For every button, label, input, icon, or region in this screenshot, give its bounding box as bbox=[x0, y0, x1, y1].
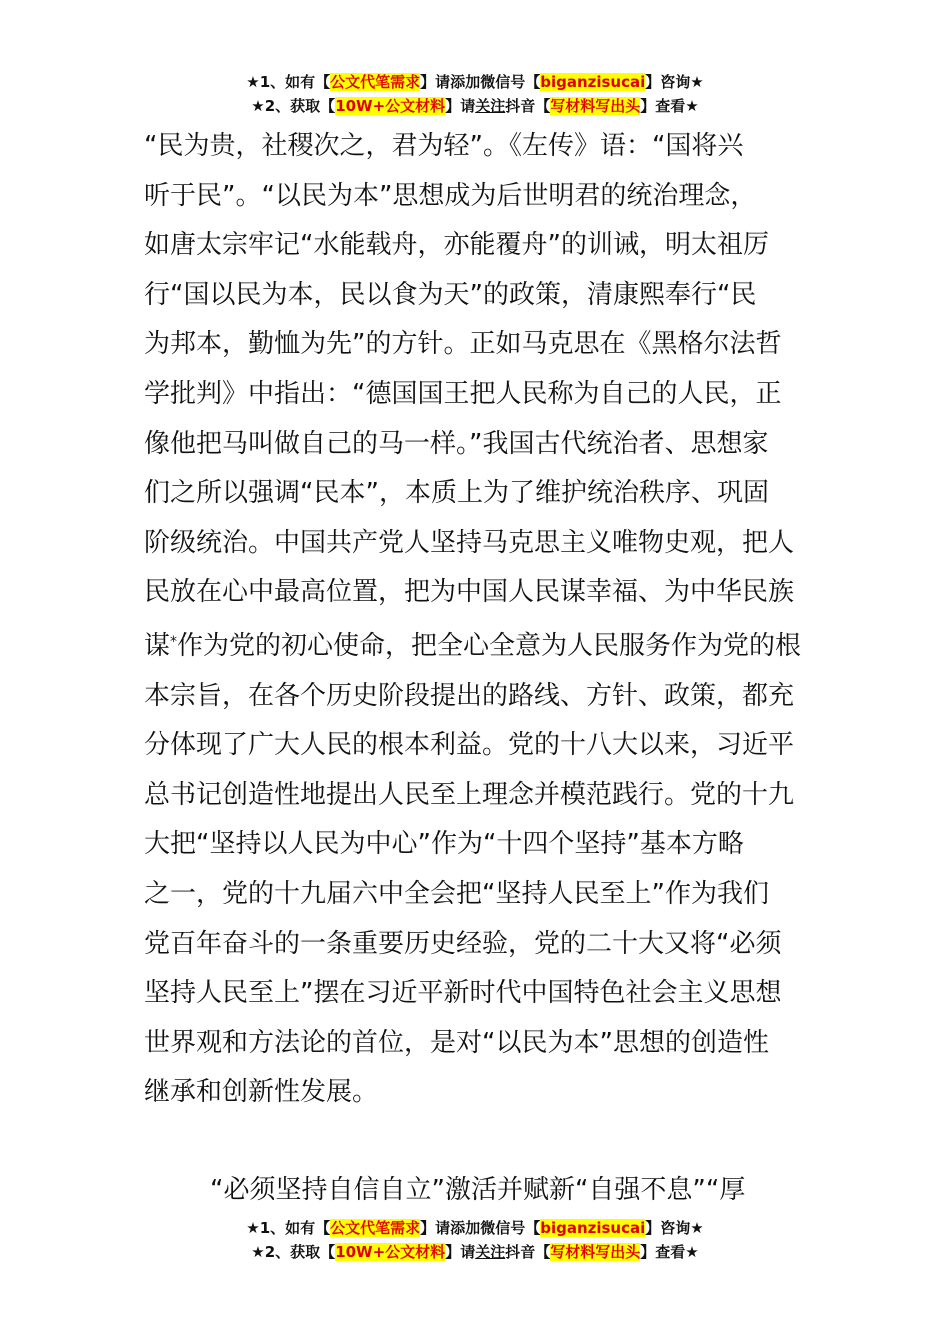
text-line: 为邦本，勤恤为先”的方针。正如马克思在《黑格尔法哲 bbox=[144, 329, 782, 360]
banner-text: ★2、获取【 bbox=[251, 1243, 336, 1261]
banner-text: ★2、获取【 bbox=[251, 97, 336, 115]
banner-text: 】查看★ bbox=[640, 97, 699, 115]
text-line: “民为贵，社稷次之，君为轻”。《左传》语：“国将兴 bbox=[144, 131, 744, 161]
banner-highlight: 10W+公文材料 bbox=[335, 1243, 446, 1261]
text-line: 之一，党的十九届六中全会把“坚持人民至上”作为我们 bbox=[144, 878, 769, 909]
text-line: 世界观和方法论的首位，是对“以民为本”思想的创造性 bbox=[144, 1027, 769, 1058]
banner-text: 微信号【 bbox=[480, 1219, 541, 1237]
banner-emphasis: 关注 bbox=[475, 1243, 506, 1261]
text-fragment: 谋 bbox=[144, 630, 171, 661]
text-line: 行“国以民为本，民以食为天”的政策，清康熙奉行“民 bbox=[144, 279, 757, 310]
text-line bbox=[144, 618, 806, 672]
banner-text: 抖音【 bbox=[505, 97, 551, 115]
banner-line-2 bbox=[0, 94, 950, 118]
banner-text: 】请 bbox=[445, 97, 476, 115]
banner-text: ★1、如有【 bbox=[246, 73, 331, 91]
banner-line-1 bbox=[0, 70, 950, 94]
banner-text: 】请 bbox=[445, 1243, 476, 1261]
banner-highlight-wechat: biganzisucai bbox=[540, 73, 646, 91]
text-line: “必须坚持自信自立”激活并赋新“自强不息”“厚 bbox=[210, 1175, 746, 1205]
text-line: 坚持人民至上”摆在习近平新时代中国特色社会主义思想 bbox=[144, 978, 782, 1009]
paragraph-2 bbox=[210, 1166, 745, 1216]
text-line: 如唐太宗牢记“水能载舟，亦能覆舟”的训诫，明太祖厉 bbox=[144, 230, 769, 261]
text-line: 像他把马叫做自己的马一样。”我国古代统治者、思想家 bbox=[144, 428, 769, 459]
banner-highlight: 公文代笔需求 bbox=[330, 1219, 421, 1237]
banner-text: ★1、如有【 bbox=[246, 1219, 331, 1237]
text-line: 党百年奋斗的一条重要历史经验，党的二十大又将“必须 bbox=[144, 928, 782, 959]
asterisk-mark: * bbox=[170, 633, 178, 650]
banner-highlight: 公文代笔需求 bbox=[330, 73, 421, 91]
header-banner bbox=[0, 70, 950, 118]
banner-highlight-douyin: 写材料写出头 bbox=[550, 1243, 641, 1261]
text-line: 本宗旨，在各个历史阶段提出的路线、方针、政策，都充 bbox=[144, 680, 795, 711]
banner-highlight-douyin: 写材料写出头 bbox=[550, 97, 641, 115]
text-fragment: 作为党的初心使命，把全心全意为人民服务作为党的根 bbox=[177, 630, 802, 661]
text-line: 学批判》中指出：“德国国王把人民称为自己的人民，正 bbox=[144, 378, 782, 409]
text-line: 分体现了广大人民的根本利益。党的十八大以来，习近平 bbox=[144, 730, 795, 761]
text-line: 总书记创造性地提出人民至上理念并模范践行。党的十九 bbox=[144, 779, 795, 810]
paragraph-1 bbox=[144, 122, 806, 1118]
text-line: 大把“坚持以人民为中心”作为“十四个坚持”基本方略 bbox=[144, 829, 744, 860]
banner-emphasis: 加 bbox=[465, 73, 481, 91]
text-line: 阶级统治。中国共产党人坚持马克思主义唯物史观，把人 bbox=[144, 527, 795, 558]
banner-text: 】咨询★ bbox=[645, 1219, 704, 1237]
banner-line-1 bbox=[0, 1216, 950, 1240]
text-line: 继承和创新性发展。 bbox=[144, 1077, 379, 1108]
banner-text: 】咨询★ bbox=[645, 73, 704, 91]
banner-line-2 bbox=[0, 1240, 950, 1264]
text-line: 听于民”。“以民为本”思想成为后世明君的统治理念， bbox=[144, 180, 757, 211]
banner-highlight-wechat: biganzisucai bbox=[540, 1219, 646, 1237]
banner-emphasis: 关注 bbox=[475, 97, 506, 115]
banner-text: 】查看★ bbox=[640, 1243, 699, 1261]
banner-emphasis: 加 bbox=[465, 1219, 481, 1237]
banner-text: 微信号【 bbox=[480, 73, 541, 91]
footer-banner bbox=[0, 1216, 950, 1264]
banner-text: 抖音【 bbox=[505, 1243, 551, 1261]
text-line: 民放在心中最高位置，把为中国人民谋幸福、为中华民族 bbox=[144, 577, 795, 608]
banner-highlight: 10W+公文材料 bbox=[335, 97, 446, 115]
banner-text: 】请添 bbox=[420, 1219, 466, 1237]
text-line: 们之所以强调“民本”，本质上为了维护统治秩序、巩固 bbox=[144, 478, 769, 509]
banner-text: 】请添 bbox=[420, 73, 466, 91]
